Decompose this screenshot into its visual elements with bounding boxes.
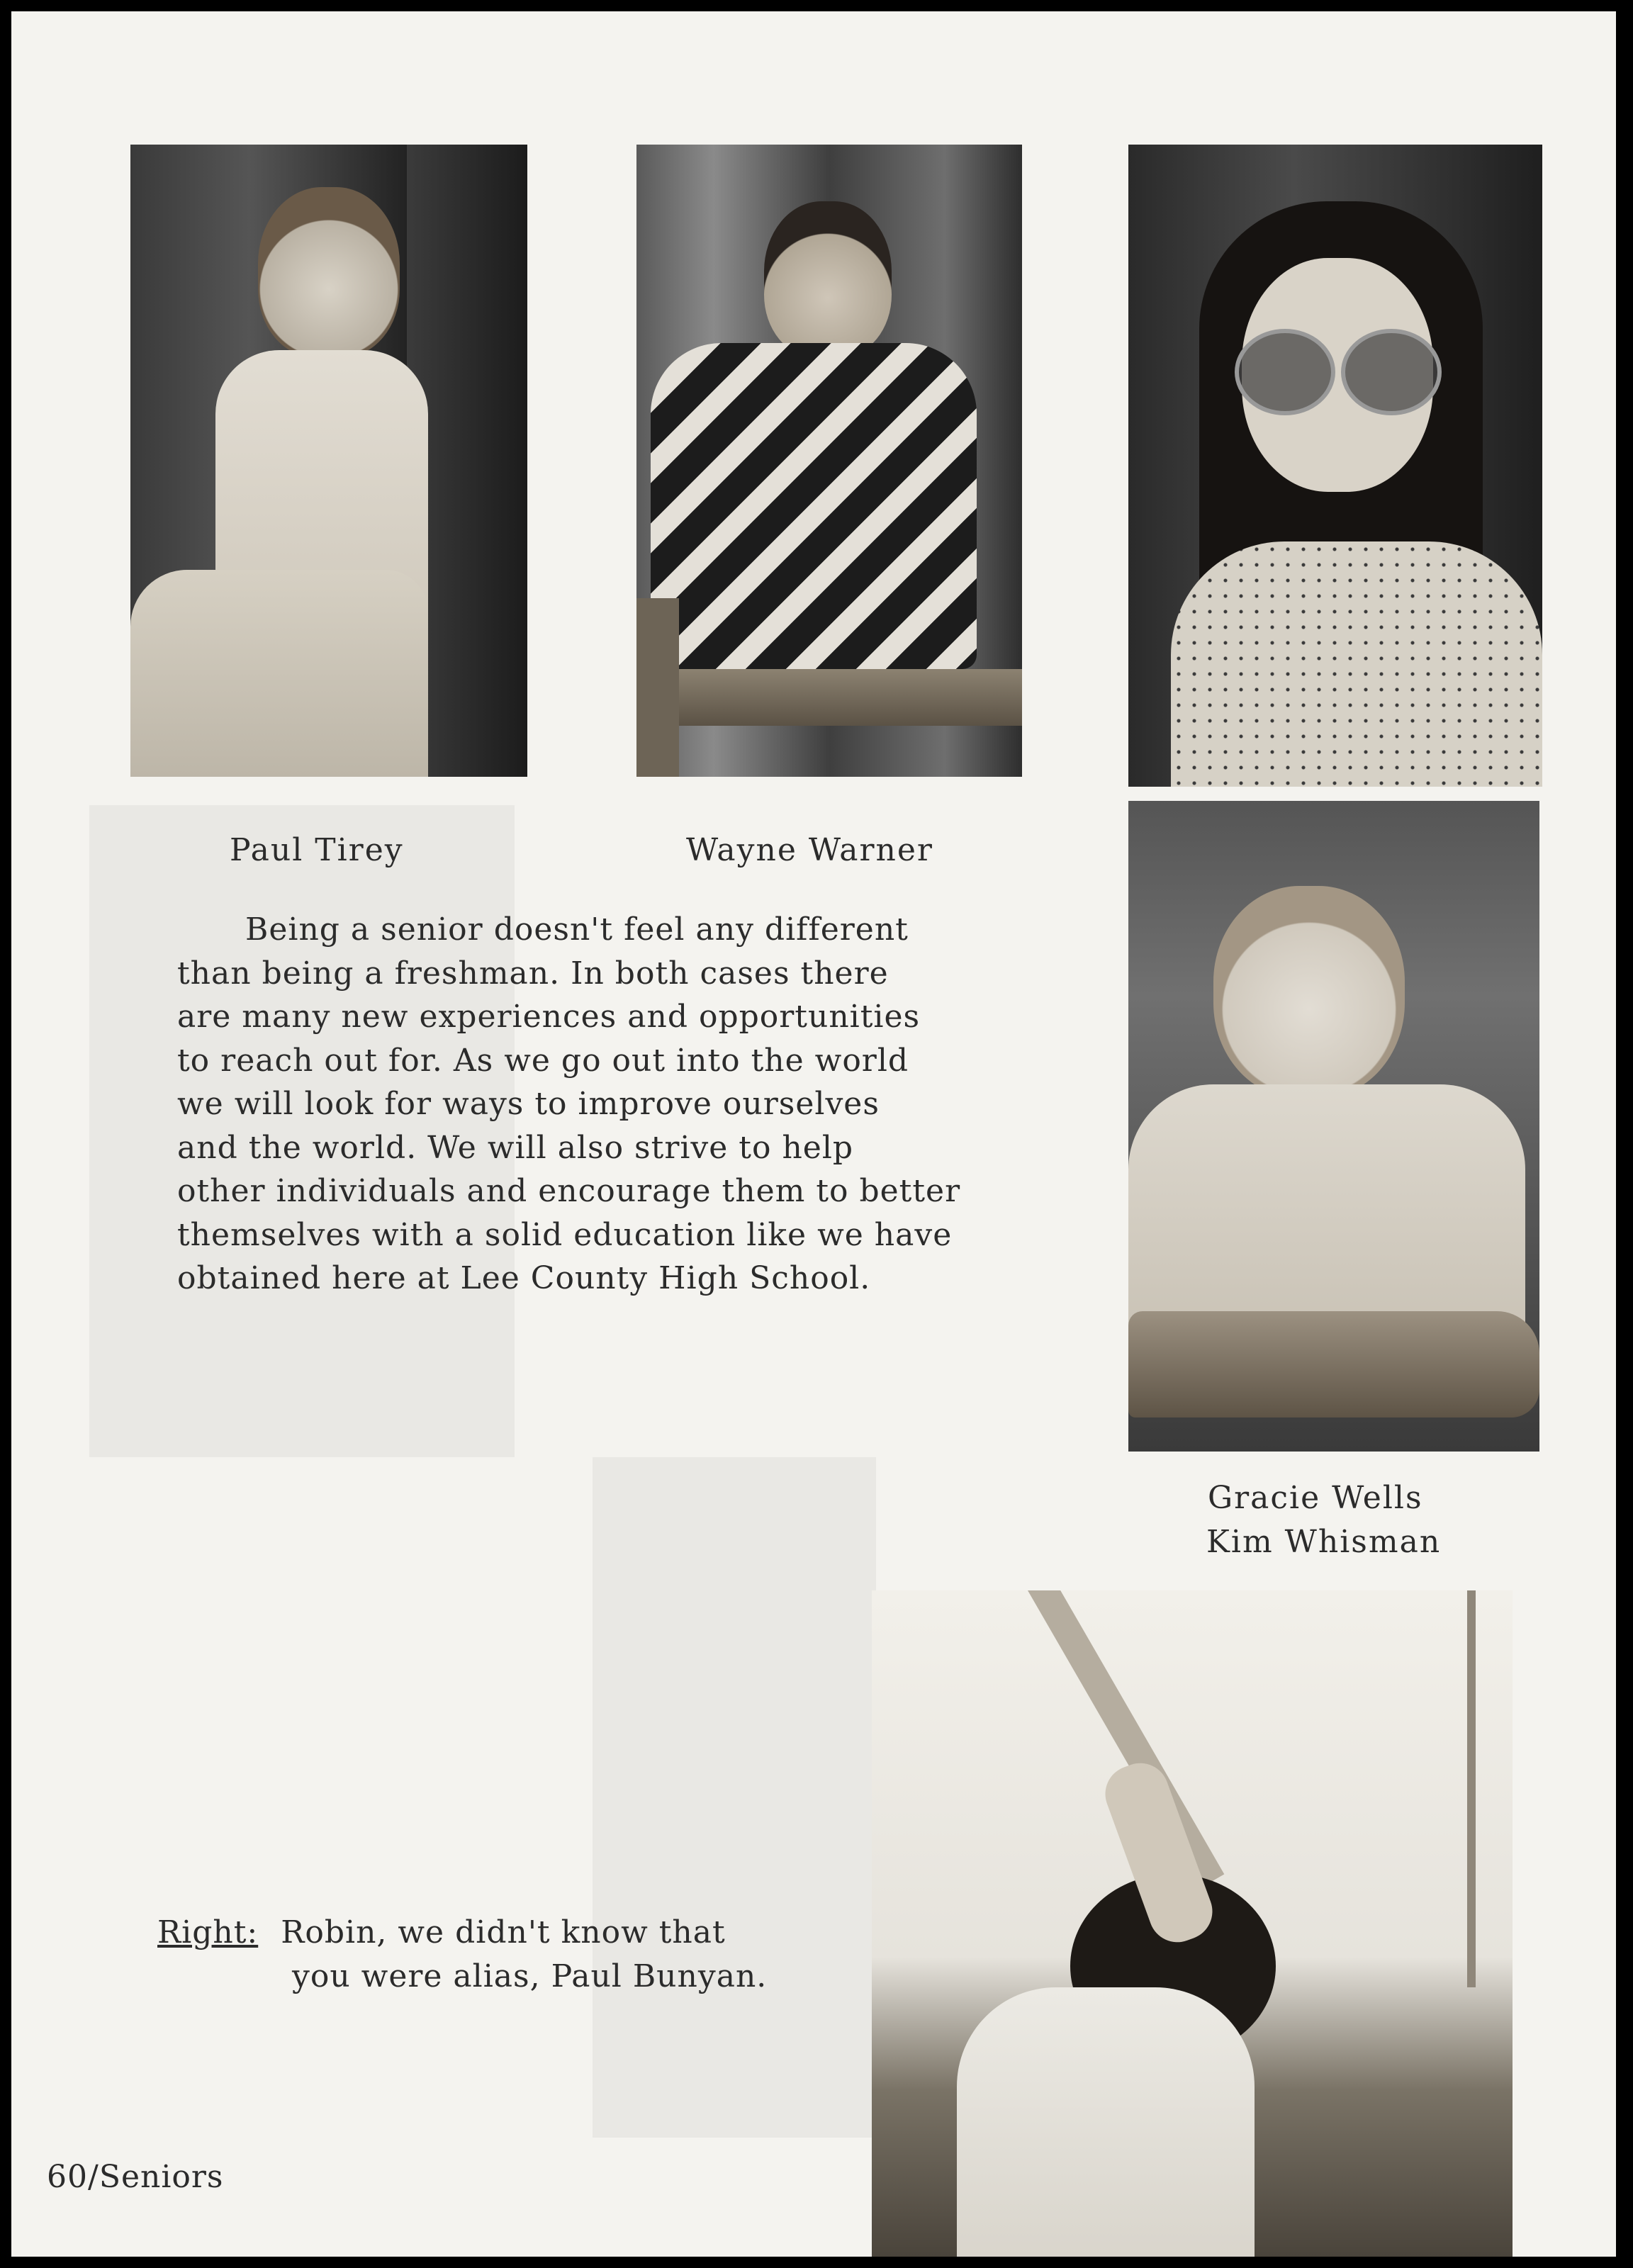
- photo-paul-tirey: [130, 145, 527, 777]
- essay-line: to reach out for. As we go out into the world: [177, 1042, 909, 1079]
- caption-wayne-warner: Wayne Warner: [686, 832, 933, 868]
- page-folio: 60/Seniors: [47, 2159, 224, 2195]
- essay-line: are many new experiences and opportunities: [177, 999, 921, 1035]
- photo-gracie-wells: [1128, 145, 1542, 787]
- photo-robin-axe: [872, 1590, 1513, 2257]
- senior-essay: [177, 908, 1042, 1301]
- essay-line: and the world. We will also strive to help: [177, 1129, 854, 1166]
- yearbook-page: [11, 11, 1616, 2257]
- paper-smudge: [593, 1457, 876, 2138]
- photo-note-label: Right:: [157, 1914, 259, 1950]
- caption-kim-whisman: Kim Whisman: [1206, 1524, 1442, 1560]
- photo-wayne-warner: [636, 145, 1022, 777]
- essay-line: themselves with a solid education like we have: [177, 1216, 953, 1253]
- caption-gracie-wells: Gracie Wells: [1208, 1480, 1423, 1516]
- essay-line: than being a freshman. In both cases there: [177, 955, 889, 992]
- essay-line: Being a senior doesn't feel any different: [245, 911, 909, 948]
- photo-note-line1: Robin, we didn't know that: [281, 1914, 726, 1950]
- photo-note-line2: you were alias, Paul Bunyan.: [292, 1958, 768, 1994]
- caption-paul-tirey: Paul Tirey: [230, 832, 404, 868]
- essay-line: we will look for ways to improve ourselves: [177, 1086, 880, 1122]
- photo-note: [157, 1911, 767, 1999]
- essay-line: other individuals and encourage them to better: [177, 1173, 961, 1209]
- photo-kim-whisman: [1128, 801, 1539, 1452]
- essay-line: obtained here at Lee County High School.: [177, 1260, 871, 1296]
